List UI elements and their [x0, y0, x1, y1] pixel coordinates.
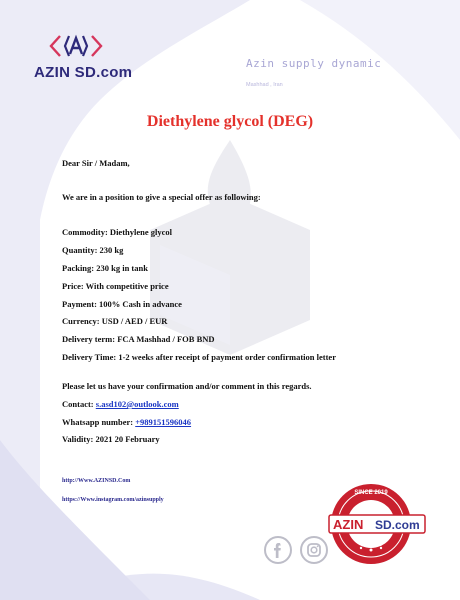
stamp-brand-left: AZIN: [333, 517, 364, 532]
detail-packing: Packing: 230 kg in tank: [62, 263, 148, 273]
whatsapp-line: [62, 417, 191, 427]
contact-label: Contact:: [62, 399, 96, 409]
website-link[interactable]: http://Www.AZINSD.Com: [62, 478, 131, 484]
whatsapp-label: Whatsapp number:: [62, 417, 136, 427]
detail-currency: Currency: USD / AED / EUR: [62, 316, 168, 326]
intro-text: We are in a position to give a special offer as following:: [62, 192, 261, 202]
whatsapp-number-link[interactable]: +989151596046: [135, 417, 192, 427]
detail-delivery-term: Delivery term: FCA Mashhad / FOB BND: [62, 334, 215, 344]
detail-delivery-time: Delivery Time: 1-2 weeks after receipt of payment order confirmation letter: [62, 352, 336, 362]
document-title: Diethylene glycol (DEG): [146, 113, 314, 130]
azin-logo-icon: [46, 32, 106, 60]
company-logo: [34, 32, 133, 86]
company-stamp: [325, 478, 429, 570]
contact-email-link[interactable]: s.asd102@outlook.com: [95, 399, 179, 409]
detail-quantity: Quantity: 230 kg: [62, 245, 124, 255]
instagram-link[interactable]: https://Www.instagram.com/azinsupply: [62, 497, 164, 503]
detail-commodity: Commodity: Diethylene glycol: [62, 227, 173, 237]
validity-line: Validity: 2021 20 February: [62, 434, 160, 444]
brand-location: Mashhad , Iran: [246, 82, 283, 88]
brand-title: Azin supply dynamic: [246, 57, 382, 70]
logo-text: AZIN SD.com: [34, 64, 133, 81]
contact-line: [62, 399, 179, 409]
stamp-year: SINCE 2019: [354, 490, 388, 496]
facebook-icon[interactable]: [262, 534, 294, 566]
detail-payment: Payment: 100% Cash in advance: [62, 299, 182, 309]
stamp-brand-right: SD.com: [375, 518, 420, 532]
salutation: Dear Sir / Madam,: [62, 158, 130, 168]
detail-price: Price: With competitive price: [62, 281, 169, 291]
closing-text: Please let us have your confirmation and/or comment in this regards.: [62, 381, 312, 391]
